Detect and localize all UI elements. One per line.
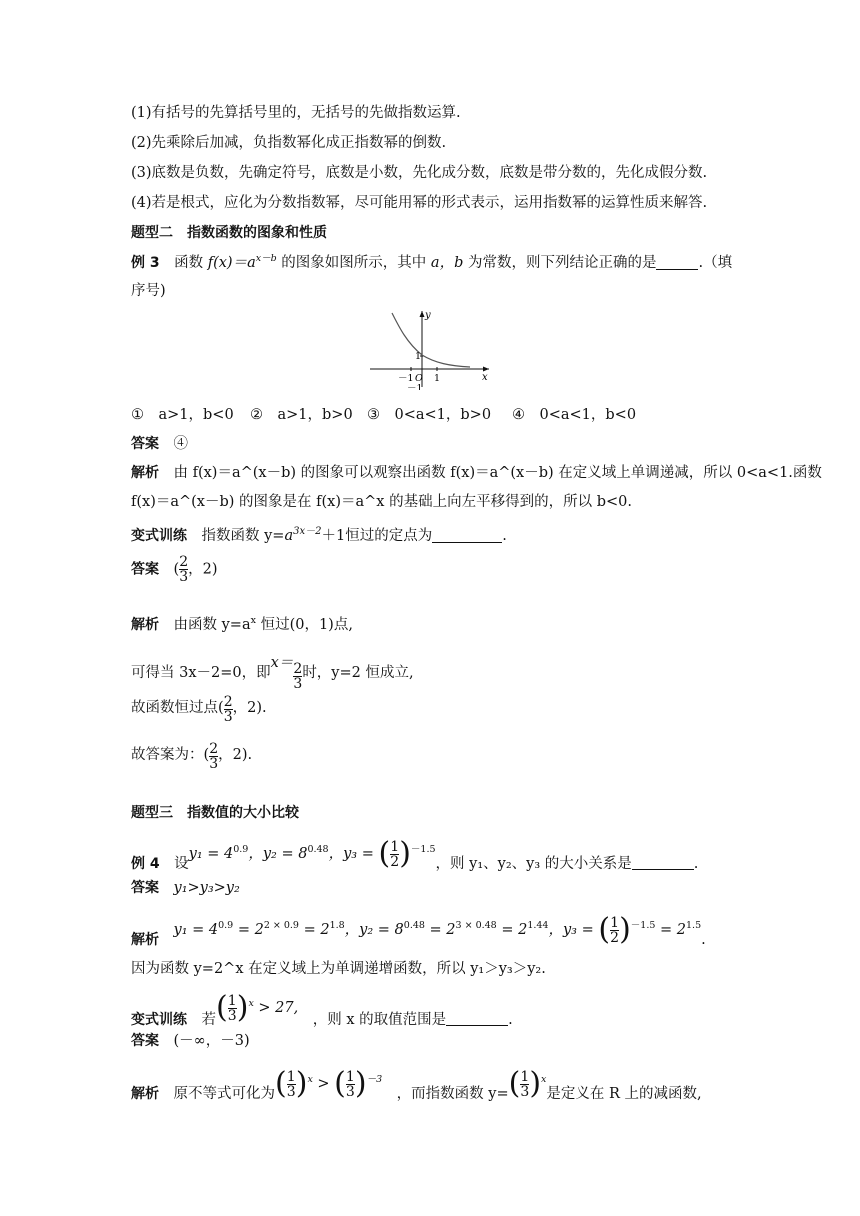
rule-1: (1)有括号的先算括号里的，无括号的先做指数运算. bbox=[131, 105, 461, 121]
variant-1-analysis-2: 可得当 3x－2=0，即x＝ $\frac{2}{3}$ 时，y=2 恒成立, bbox=[131, 655, 414, 692]
example-3-question: 例 3 函数 $f(x)=a^{x-b}$ 的图象如图所示，其中 a，b 为常数，则下列结论正确的是 .（填 bbox=[131, 253, 733, 271]
example-4-analysis: 解析 $y_1 = 4^{0.9} = 2^{2 \times 0.9} = 2^{1.8}$，$y_2 = 8^{0.48} = 2^{3 \times 0.48} = 2^{1.44}$，y₃ = ( $\frac{1}{2}$ )$^{-1.5} = 2^{1.5}$. bbox=[131, 912, 706, 948]
fraction: $\frac{2}{3}$ bbox=[293, 661, 303, 692]
fraction: $\frac{1}{3}$ bbox=[345, 1068, 355, 1100]
graph-x-one: 1 bbox=[434, 373, 441, 384]
graph-x-label: x bbox=[482, 372, 488, 383]
graph-y-neg-one: －1 bbox=[407, 383, 423, 390]
variant-1-analysis-3: 故函数恒过点( $\frac{2}{3}$ ，2). bbox=[131, 694, 267, 725]
variant-1-analysis-1: 解析 由函数 $y=a^x$ 恒过(0，1)点, bbox=[131, 615, 353, 633]
fraction: $\frac{1}{3}$ bbox=[286, 1068, 296, 1100]
option-3: ③ 0<a<1，b>0 bbox=[367, 407, 492, 423]
example-4-answer: 答案 y₁>y₃>y₂ bbox=[131, 880, 240, 896]
rule-3: (3)底数是负数，先确定符号，底数是小数，先化成分数，底数是带分数的，先化成假分数. bbox=[131, 165, 708, 181]
variant-1-analysis-4: 故答案为：( $\frac{2}{3}$ ，2). bbox=[131, 741, 253, 772]
variant-1-question: 变式训练 指数函数 $y=a^{3x-2}+1$恒过的定点为 . bbox=[131, 526, 507, 544]
answer-blank bbox=[656, 255, 698, 270]
variant-2-answer: 答案 (－∞，－3) bbox=[131, 1033, 250, 1049]
answer-blank bbox=[632, 855, 694, 870]
fraction: $\frac{1}{2}$ bbox=[390, 838, 400, 870]
example-4-question: 例 4 设$y_1 = 4^{0.9}$，$y_2 = 8^{0.48}$，y₃ = ( $\frac{1}{2}$ )$^{-1.5}$，则 y₁、y₂、y₃ 的大小关系是 . bbox=[131, 836, 699, 872]
answer-blank bbox=[432, 528, 502, 543]
example-3-question-cont: 序号) bbox=[131, 283, 166, 299]
example-3-analysis: 解析 由 f(x)＝a^(x－b) 的图象可以观察出函数 f(x)＝a^(x－b) 在定义域上单调递减，所以 0<a<1.函数 bbox=[131, 465, 822, 481]
example-3-analysis-cont: f(x)＝a^(x－b) 的图象是在 f(x)＝a^x 的基础上向左平移得到的，所以 b<0. bbox=[131, 494, 632, 510]
graph-y-label: y bbox=[425, 310, 431, 321]
example-label: 例 3 bbox=[131, 255, 160, 271]
answer-blank bbox=[446, 1011, 508, 1026]
option-4: ④ 0<a<1，b<0 bbox=[512, 407, 637, 423]
fraction: $\frac{2}{3}$ bbox=[223, 694, 233, 725]
example-4-reason: 因为函数 y=2^x 在定义域上为单调递增函数，所以 y₁＞y₃＞y₂. bbox=[131, 961, 546, 977]
fraction: $\frac{1}{3}$ bbox=[520, 1068, 530, 1100]
section-heading-3: 题型三 指数值的大小比较 bbox=[131, 805, 299, 821]
option-1: ① a>1，b<0 bbox=[131, 407, 234, 423]
graph-origin: O bbox=[415, 373, 423, 384]
graph-y-one: 1 bbox=[415, 351, 422, 362]
rule-4: (4)若是根式，应化为分数指数幂，尽可能用幂的形式表示，运用指数幂的运算性质来解答. bbox=[131, 195, 708, 211]
option-2: ② a>1，b>0 bbox=[250, 407, 353, 423]
fraction: $\frac{2}{3}$ bbox=[179, 554, 189, 585]
section-heading-2: 题型二 指数函数的图象和性质 bbox=[131, 225, 327, 241]
example-3-answer: 答案 ④ bbox=[131, 436, 188, 452]
variant-2-analysis: 解析 原不等式可化为( $\frac{1}{3}$ )$^x$ > ( $\frac{1}{3}$ )$^{-3}$ ，而指数函数 y=( $\frac{1}{3}$ )$^x$是定义在 R 上的减函数, bbox=[131, 1066, 702, 1102]
exponential-graph bbox=[365, 305, 495, 390]
fraction: $\frac{1}{2}$ bbox=[610, 914, 620, 946]
graph-x-neg-one: －1 bbox=[398, 373, 414, 384]
fraction: $\frac{2}{3}$ bbox=[209, 741, 219, 772]
variant-1-answer: 答案 ( $\frac{2}{3}$ ，2) bbox=[131, 554, 218, 585]
fraction: $\frac{1}{3}$ bbox=[227, 992, 237, 1024]
rule-2: (2)先乘除后加减，负指数幂化成正指数幂的倒数. bbox=[131, 135, 447, 151]
variant-2-question: 变式训练 若( $\frac{1}{3}$ )$^x$ > 27, ，则 x 的取值范围是 . bbox=[131, 990, 513, 1028]
